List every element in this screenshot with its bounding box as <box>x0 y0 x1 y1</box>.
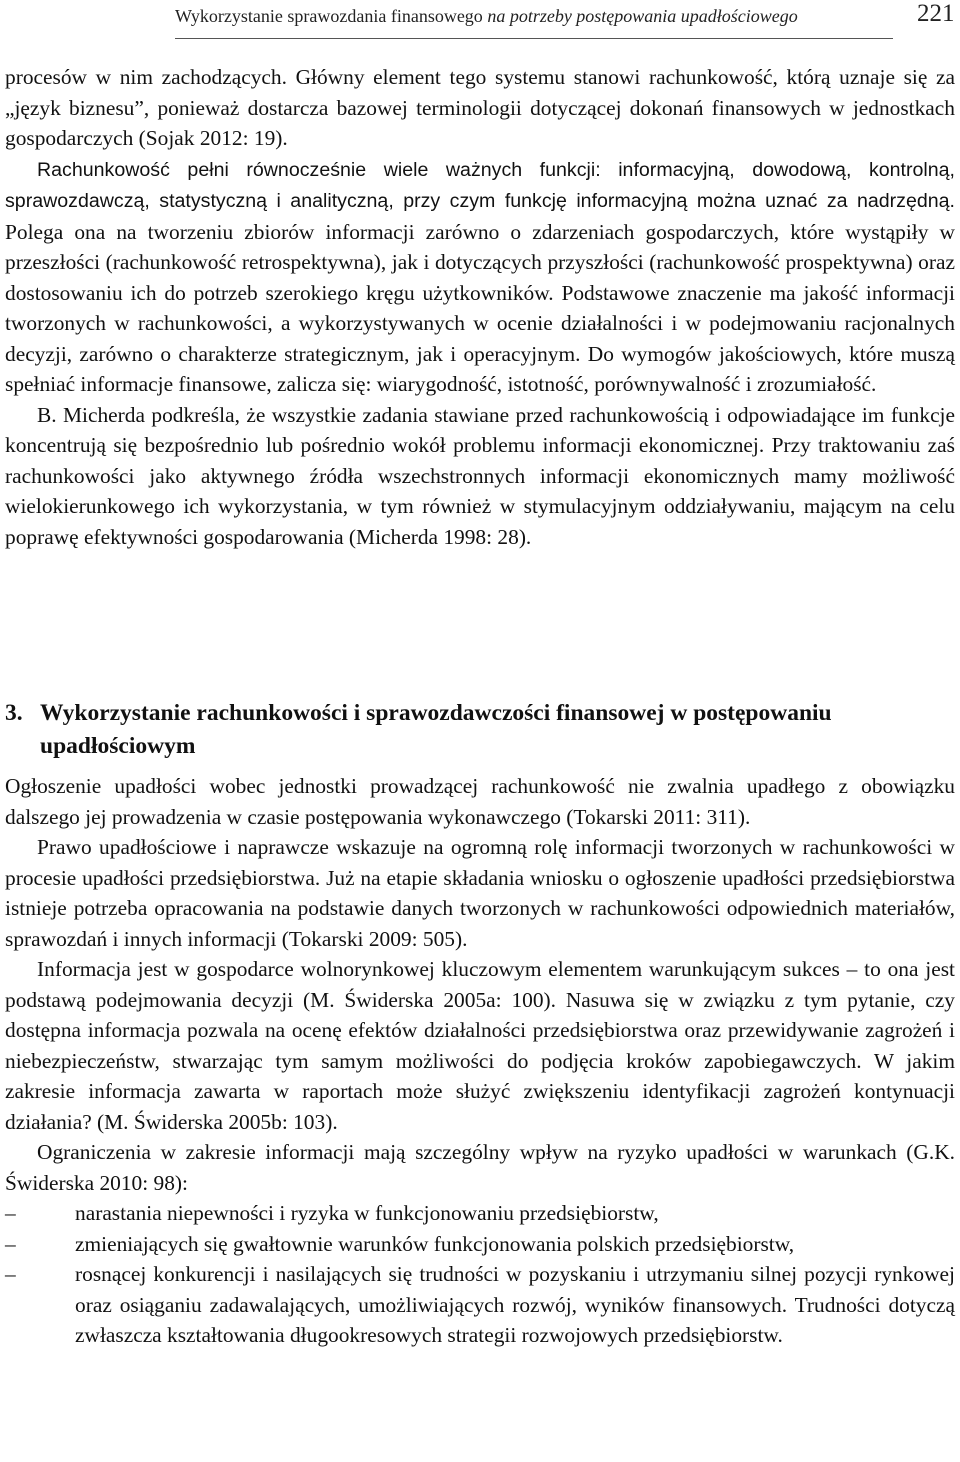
list-item-text: narastania niepewności i ryzyka w funkcjonowaniu przedsiębiorstw, <box>75 1201 659 1225</box>
paragraph-7: Ograniczenia w zakresie informacji mają szczególny wpływ na ryzyko upadłości w warunkach (G.K. Świderska 2010: 98): <box>5 1140 955 1195</box>
paragraph-2 <box>5 154 955 400</box>
section-body-bottom <box>5 771 955 1351</box>
list-item <box>5 1229 955 1260</box>
dash-marker: – <box>5 1201 16 1225</box>
list-item-text: zmieniających się gwałtownie warunków funkcjonowania polskich przedsiębiorstw, <box>75 1231 795 1256</box>
list-item-text: rosnącej konkurencji i nasilających się trudności w pozyskaniu i utrzymaniu silnej pozycji rynkowej oraz osiąganiu zadawalających, umożliwiających rozwój, wyników finansowych. Trudności dotyczą zwłaszcza kształtowania długookresowych strategii rozwojowych przedsiębiorstw. <box>75 1262 955 1347</box>
section-body-top <box>5 62 955 552</box>
page-number: 221 <box>917 0 955 27</box>
section-title: Wykorzystanie rachunkowości i sprawozdawczości finansowej w postępowaniu upadłościowym <box>40 700 832 759</box>
dash-marker: – <box>5 1231 16 1256</box>
document-page <box>5 0 955 1462</box>
dash-marker: – <box>5 1262 16 1286</box>
running-title <box>175 6 798 27</box>
list-item <box>5 1198 955 1229</box>
running-title-normal: Wykorzystanie sprawozdania finansowego <box>175 6 488 26</box>
paragraph-2-sans-run: Rachunkowość pełni równocześnie wiele ważnych funkcji: informacyjną, dowodową, kontrolną, sprawozdawczą, statystyczną i analityczną, przy czym funkcję informacyjną można uznać za nadrzędną. <box>5 158 955 212</box>
paragraph-4: Ogłoszenie upadłości wobec jednostki prowadzącej rachunkowość nie zwalnia upadłego z obowiązku dalszego jej prowadzenia w czasie postępowania wykonawczego (Tokarski 2011: 311). <box>5 774 955 829</box>
running-header <box>175 0 955 39</box>
running-title-italic: na potrzeby postępowania upadłościowego <box>487 6 798 26</box>
paragraph-2-serif-run: Polega ona na tworzeniu zbiorów informacji zarówno o zdarzeniach gospodarczych, które wystąpiły w przeszłości (rachunkowość retrospektywna), jak i dotyczących przyszłości (rachunkowość prospektywna) oraz dostosowaniu ich do potrzeb szerokiego kręgu użytkowników. Podstawowe znaczenie ma jakość informacji tworzonych w rachunkowości, a wykorzystywanych w ocenie działalności i w podejmowaniu racjonalnych decyzji, zarówno o charakterze strategicznym, jak i operacyjnym. Do wymogów jakościowych, które muszą spełniać informacje finansowe, zalicza się: wiarygodność, istotność, porównywalność i zrozumiałość. <box>5 219 955 396</box>
paragraph-5: Prawo upadłościowe i naprawcze wskazuje na ogromną rolę informacji tworzonych w rachunkowości w procesie upadłości przedsiębiorstwa. Już na etapie składania wniosku o ogłoszenie upadłości przedsiębiorstwa istnieje potrzeba opracowania na podstawie danych tworzonych w rachunkowości odpowiednich materiałów, sprawozdań i innych informacji (Tokarski 2009: 505). <box>5 835 955 951</box>
paragraph-1: procesów w nim zachodzących. Główny element tego systemu stanowi rachunkowość, którą uznaje się za „język biznesu”, ponieważ dostarcza bazowej terminologii dotyczącej dokonań finansowych w jednostkach gospodarczych (Sojak 2012: 19). <box>5 65 955 150</box>
bullet-list <box>5 1198 955 1351</box>
list-item <box>5 1259 955 1351</box>
paragraph-3: B. Micherda podkreśla, że wszystkie zadania stawiane przed rachunkowością i odpowiadające im funkcje koncentrują się bezpośrednio lub pośrednio wokół problemu informacji ekonomicznej. Przy traktowaniu zaś rachunkowości jako aktywnego źródła wszechstronnych informacji ekonomicznych mamy możliwość wielokierunkowego ich wykorzystania, w tym również w stymulacyjnym oddziaływaniu, mającym na celu poprawę efektywności gospodarowania (Micherda 1998: 28). <box>5 402 955 549</box>
paragraph-6: Informacja jest w gospodarce wolnorynkowej kluczowym elementem warunkującym sukces – to ona jest podstawą podejmowania decyzji (M. Świderska 2005a: 100). Nasuwa się w związku z tym pytanie, czy dostępna informacja pozwala na ocenę efektów działalności przedsiębiorstwa oraz przewidywanie zagrożeń i niebezpieczeństw, stwarzając tym samym możliwości do podjęcia kroków zapobiegawczych. W jakim zakresie informacja zawarta w raportach może służyć zwiększeniu identyfikacji zagrożeń kontynuacji działania? (M. Świderska 2005b: 103). <box>5 957 955 1134</box>
section-number: 3. <box>5 700 23 726</box>
